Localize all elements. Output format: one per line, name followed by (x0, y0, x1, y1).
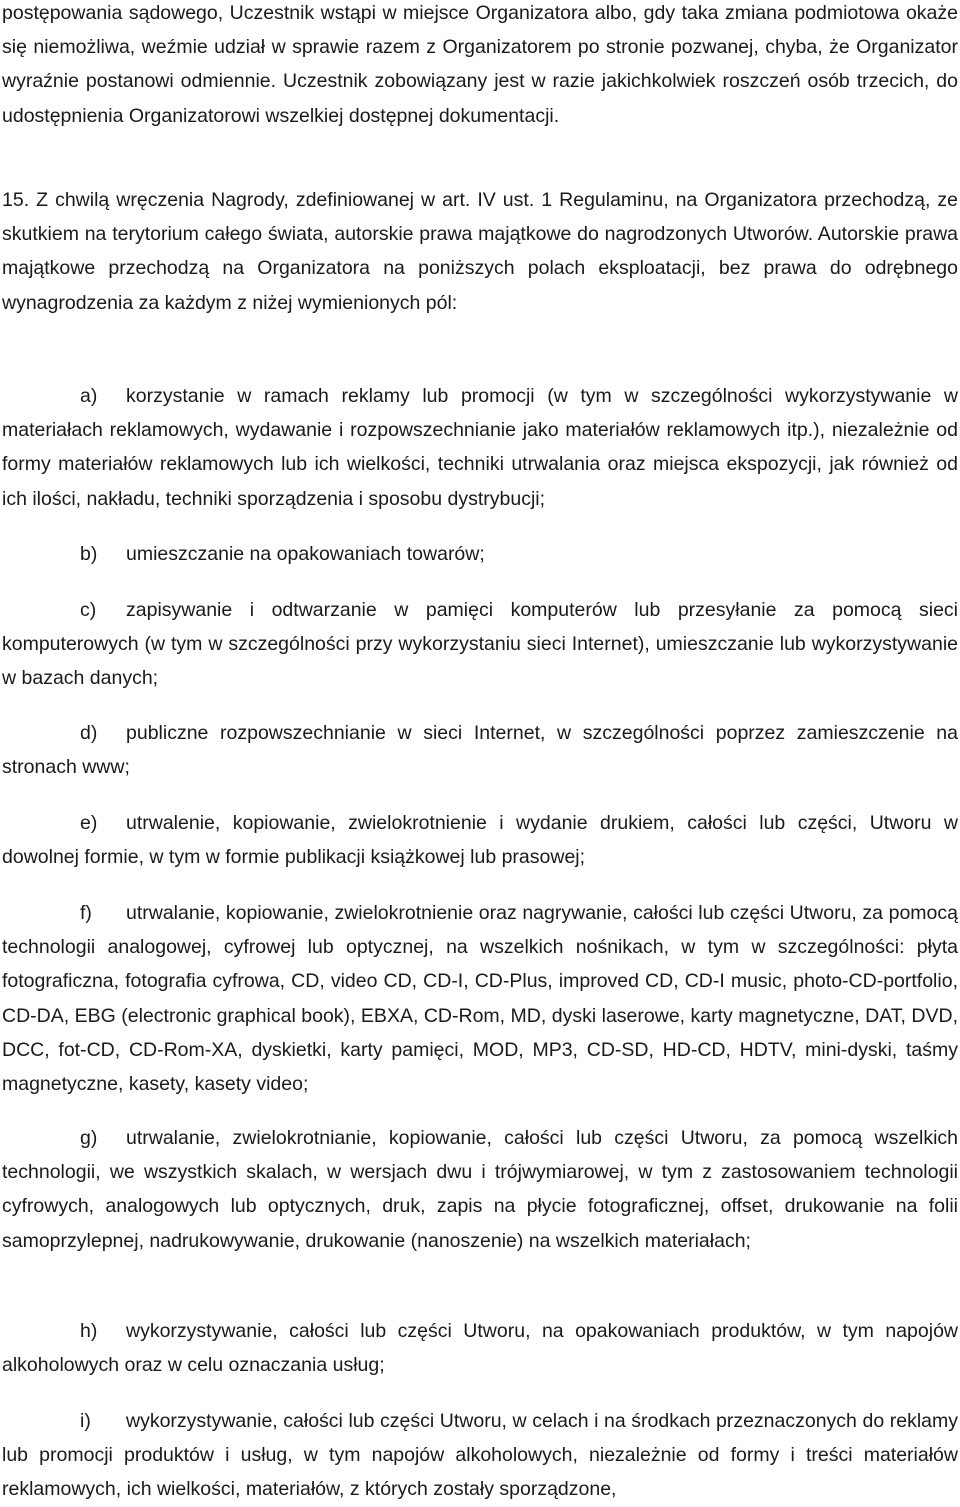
list-item-text: wykorzystywanie, całości lub części Utworu, w celach i na środkach przeznaczonych do reklamy lub promocji produktów i usług, w tym napojów alkoholowych, niezależnie od formy i treści materiałów reklamowych, ich wielkości, materiałów, z których zostały sporządzone, (2, 1410, 958, 1501)
list-item-text: utrwalenie, kopiowanie, zwielokrotnienie i wydanie drukiem, całości lub części, Utworu w dowolnej formie, w tym w formie publikacji książkowej lub prasowej; (2, 812, 958, 869)
list-item-b (2, 537, 958, 571)
list-item-text: utrwalanie, kopiowanie, zwielokrotnienie oraz nagrywanie, całości lub części Utworu, za pomocą technologii analogowej, cyfrowej lub optycznej, na wszelkich nośnikach, w tym w szczególności: płyta fotograficzna, fotografia cyfrowa, CD, video CD, CD-I, CD-Plus, improved CD, CD-I music, photo-CD-portfolio, CD-DA, EBG (electronic graphical book), EBXA, CD-Rom, MD, dyski laserowe, karty magnetyczne, DAT, DVD, DCC, fot-CD, CD-Rom-XA, dyskietki, karty pamięci, MOD, MP3, CD-SD, HD-CD, HDTV, mini-dyski, taśmy magnetyczne, kasety, kasety video; (2, 902, 958, 1096)
paragraph-intro: postępowania sądowego, Uczestnik wstąpi w miejsce Organizatora albo, gdy taka zmiana podmiotowa okaże się niemożliwa, weźmie udział w sprawie razem z Organizatorem po stronie pozwanej, chyba, że Organizator wyraźnie postanowi odmiennie. Uczestnik zobowiązany jest w razie jakichkolwiek roszczeń osób trzecich, do udostępnienia Organizatorowi wszelkiej dostępnej dokumentacji. (2, 2, 958, 127)
list-item-text: publiczne rozpowszechnianie w sieci Internet, w szczególności poprzez zamieszczenie na stronach www; (2, 722, 958, 779)
paragraph-15: 15. Z chwilą wręczenia Nagrody, zdefiniowanej w art. IV ust. 1 Regulaminu, na Organizatora przechodzą, ze skutkiem na terytorium całego świata, autorskie prawa majątkowe do nagrodzonych Utworów. Autorskie prawa majątkowe przechodzą na Organizatora na poniższych polach eksploatacji, bez prawa do odrębnego wynagrodzenia za każdym z niżej wymienionych pól: (2, 189, 958, 314)
list-item-c (2, 593, 958, 696)
list-item-label: d) (80, 722, 98, 744)
list-item-d (2, 716, 958, 784)
list-item-text: utrwalanie, zwielokrotnianie, kopiowanie, całości lub części Utworu, za pomocą wszelkich technologii, we wszystkich skalach, w wersjach dwu i trójwymiarowej, w tym z zastosowaniem technologii cyfrowych, analogowych lub optycznych, druk, zapis na płycie fotograficznej, offset, drukowanie na folii samoprzylepnej, nadrukowywanie, drukowanie (nanoszenie) na wszelkich materiałach; (2, 1127, 958, 1252)
list-item-g (2, 1121, 958, 1258)
list-item-label: h) (80, 1320, 98, 1342)
list-item-label: g) (80, 1127, 98, 1149)
list-item-text: wykorzystywanie, całości lub części Utworu, na opakowaniach produktów, w tym napojów alkoholowych oraz w celu oznaczania usług; (2, 1320, 958, 1377)
list-item-i (2, 1404, 958, 1507)
list-item-f (2, 896, 958, 1101)
list-item-text: korzystanie w ramach reklamy lub promocji (w tym w szczególności wykorzystywanie w materiałach reklamowych, wydawanie i rozpowszechnianie jako materiałów reklamowych itp.), niezależnie od formy materiałów reklamowych lub ich wielkości, techniki utrwalania oraz miejsca ekspozycji, jak również od ich ilości, nakładu, techniki sporządzenia i sposobu dystrybucji; (2, 385, 958, 510)
list-item-text: zapisywanie i odtwarzanie w pamięci komputerów lub przesyłanie za pomocą sieci komputerowych (w tym w szczególności przy wykorzystaniu sieci Internet), umieszczanie lub wykorzystywanie w bazach danych; (2, 599, 958, 690)
list-item-h (2, 1314, 958, 1382)
list-item-label: a) (80, 385, 98, 407)
list-item-label: i) (80, 1410, 91, 1432)
list-item-e (2, 806, 958, 874)
list-item-label: c) (80, 599, 97, 621)
list-item-label: e) (80, 812, 98, 834)
list-item-label: f) (80, 902, 92, 924)
list-item-a (2, 379, 958, 516)
list-item-label: b) (80, 543, 98, 565)
list-item-text: umieszczanie na opakowaniach towarów; (126, 543, 485, 565)
